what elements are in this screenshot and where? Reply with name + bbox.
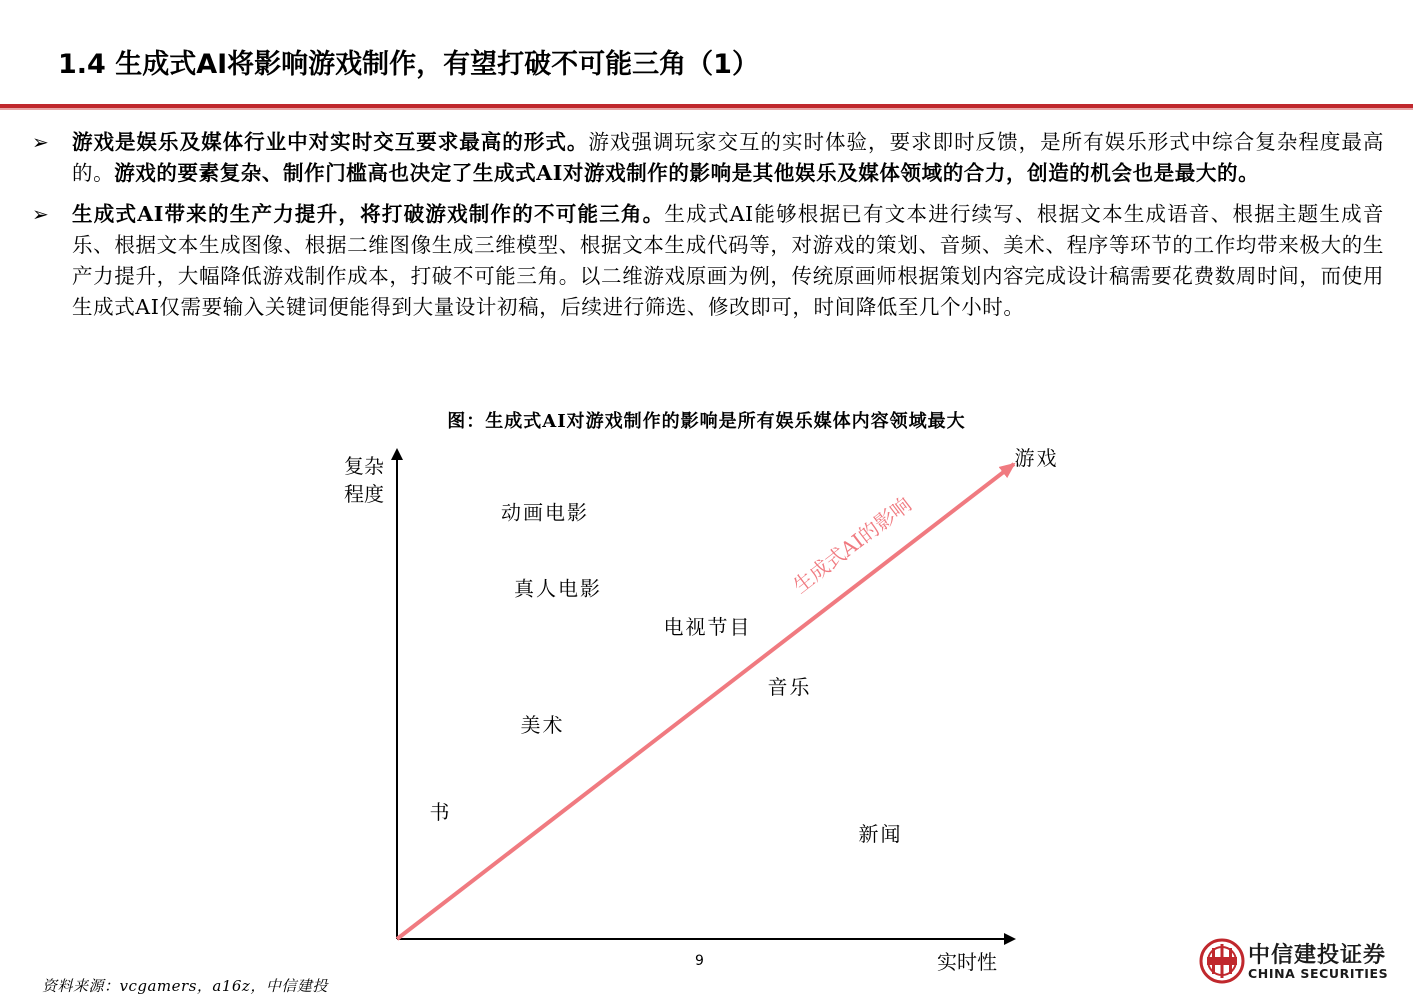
bullet-plain: 游戏强调玩家交互的实时体验，要求即时反馈，是所有娱乐形式中综合复杂程度最高的。 bbox=[72, 130, 1384, 185]
bullet-plain: 生成式AI能够根据已有文本进行续写、根据文本生成语音、根据主题生成音乐、根据文本生成图像、根据二维图像生成三维模型、根据文本生成代码等，对游戏的策划、音频、美术、程序等环节的工作均带来极大的生产力提升，大幅降低游戏制作成本，打破不可能三角。以二维游戏原画为例，传统原画师根据策划内容完成设计稿需要花费数周时间，而使用生成式AI仅需要输入关键词便能得到大量设计初稿，后续进行筛选、修改即可，时间降低至几个小时。 bbox=[72, 202, 1384, 319]
chart-item-label: 电视节目 bbox=[663, 614, 752, 639]
x-axis-label: 实时性 bbox=[937, 950, 997, 974]
chart-item-label: 新闻 bbox=[858, 821, 903, 846]
bullet-bold: 游戏的要素复杂、制作门槛高也决定了生成式AI对游戏制作的影响是其他娱乐及媒体领域的合力，创造的机会也是最大的。 bbox=[114, 161, 1260, 185]
source-note: 资料来源：vcgamers，a16z，中信建投 bbox=[42, 977, 328, 995]
chart-items bbox=[430, 446, 1059, 846]
ai-impact-label: 生成式AI的影响 bbox=[788, 492, 916, 598]
chart-item-label: 游戏 bbox=[1014, 445, 1059, 470]
y-axis-label-line2: 程度 bbox=[344, 482, 384, 506]
y-axis-label-line1: 复杂 bbox=[344, 454, 384, 478]
logo-emblem-icon bbox=[1198, 934, 1246, 986]
chart-item-label: 真人电影 bbox=[514, 576, 602, 601]
bullet-arrow-icon: ➢ bbox=[32, 130, 49, 154]
chart-item-label: 动画电影 bbox=[501, 500, 589, 525]
page-number: 9 bbox=[695, 953, 704, 969]
page-title: 1.4 生成式AI将影响游戏制作，有望打破不可能三角（1） bbox=[58, 49, 759, 80]
chart-item-label: 美术 bbox=[520, 712, 565, 737]
chart-item-label: 书 bbox=[429, 800, 452, 825]
bullet-bold: 游戏是娱乐及媒体行业中对实时交互要求最高的形式。 bbox=[72, 130, 589, 154]
logo-name-cn: 中信建投证券 bbox=[1248, 943, 1387, 968]
bullet-bold: 生成式AI带来的生产力提升，将打破游戏制作的不可能三角。 bbox=[72, 202, 665, 226]
chart-item-label: 音乐 bbox=[767, 674, 812, 699]
company-logo bbox=[1198, 934, 1398, 988]
logo-name-en: CHINA SECURITIES bbox=[1248, 966, 1389, 981]
ai-impact-arrow bbox=[397, 464, 1014, 939]
figure-caption: 图：生成式AI对游戏制作的影响是所有娱乐媒体内容领域最大 bbox=[447, 411, 966, 432]
bullet-arrow-icon: ➢ bbox=[32, 202, 49, 226]
